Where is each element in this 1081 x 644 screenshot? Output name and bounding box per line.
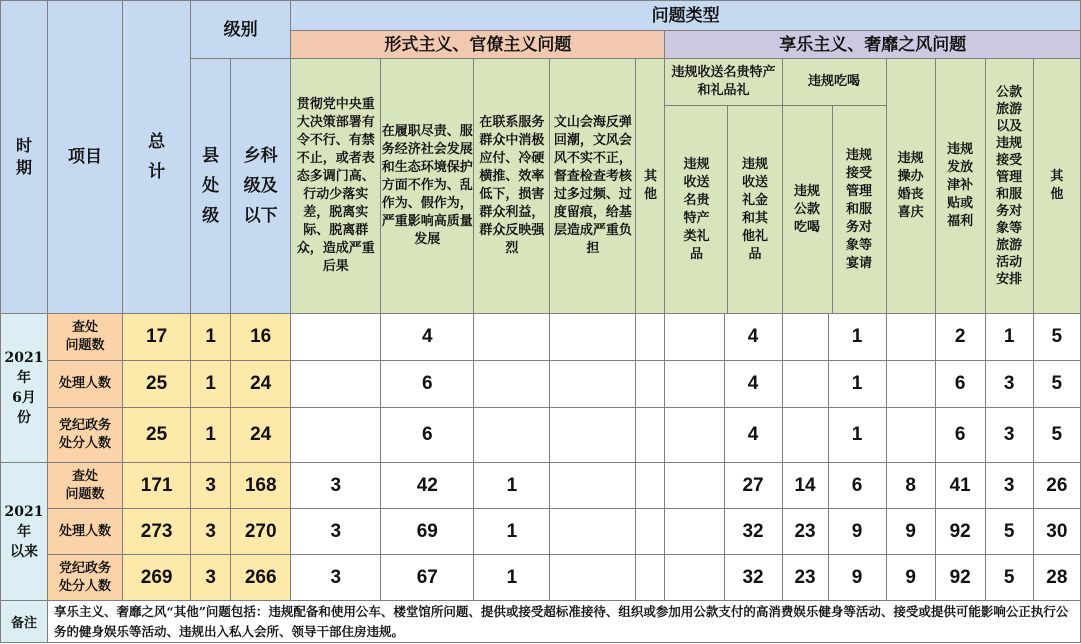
cell-h8: 30 bbox=[1033, 509, 1080, 555]
cell-f1: 3 bbox=[291, 509, 381, 555]
cell-h3: 14 bbox=[782, 463, 828, 509]
cell-h5: 8 bbox=[886, 463, 935, 509]
cell-h6: 6 bbox=[935, 408, 985, 463]
row-item: 处理人数 bbox=[48, 361, 123, 408]
cell-f2: 67 bbox=[381, 555, 474, 601]
cell-f3: 1 bbox=[474, 463, 550, 509]
header-item: 项目 bbox=[48, 1, 123, 314]
table-row bbox=[1, 555, 1081, 601]
remark-label: 备注 bbox=[1, 601, 48, 643]
cell-f4 bbox=[550, 509, 636, 555]
header-total: 总 计 bbox=[123, 1, 191, 314]
header-hedonism-2: 违规 收送 礼金 和其 他礼 品 bbox=[741, 156, 768, 262]
header-formalism-4: 文山会海反弹回潮，文风会风不实不正，督查检查考核过多过频、过度留痕，给基层造成严重负担 bbox=[550, 59, 636, 314]
cell-f1: 3 bbox=[291, 555, 381, 601]
table-row bbox=[1, 463, 1081, 509]
cell-h1 bbox=[665, 463, 724, 509]
cell-f2: 6 bbox=[381, 408, 474, 463]
table-row bbox=[1, 314, 1081, 361]
cell-county: 1 bbox=[191, 314, 231, 361]
cell-h7: 1 bbox=[985, 314, 1033, 361]
header-gift-group bbox=[665, 59, 782, 314]
row-item: 查处 问题数 bbox=[48, 314, 123, 361]
cell-f3 bbox=[474, 408, 550, 463]
header-formalism-2: 在履职尽责、服务经济社会发展和生态环境保护方面不作为、乱作为、假作为，严重影响高质量发展 bbox=[381, 59, 474, 314]
cell-h1 bbox=[665, 555, 724, 601]
cell-h8: 28 bbox=[1033, 555, 1080, 601]
cell-f5 bbox=[636, 314, 665, 361]
cell-h4: 1 bbox=[828, 361, 886, 408]
cell-county: 3 bbox=[191, 555, 231, 601]
cell-f1: 3 bbox=[291, 463, 381, 509]
cell-h6: 92 bbox=[935, 555, 985, 601]
cell-f1 bbox=[291, 408, 381, 463]
cell-h3 bbox=[782, 408, 828, 463]
cell-county: 1 bbox=[191, 361, 231, 408]
cell-f4 bbox=[550, 408, 636, 463]
cell-h1 bbox=[665, 509, 724, 555]
cell-h6: 41 bbox=[935, 463, 985, 509]
cell-f4 bbox=[550, 555, 636, 601]
cell-county: 1 bbox=[191, 408, 231, 463]
table-row bbox=[1, 361, 1081, 408]
cell-h8: 5 bbox=[1033, 361, 1080, 408]
cell-town: 270 bbox=[231, 509, 291, 555]
header-hedonism-7: 公款 旅游 以及 违规 接受 管理 和服 务对 象等 旅游 活动 安排 bbox=[985, 59, 1033, 314]
period-label: 2021 年 以来 bbox=[1, 463, 48, 601]
cell-h3 bbox=[782, 361, 828, 408]
cell-town: 168 bbox=[231, 463, 291, 509]
row-item: 党纪政务 处分人数 bbox=[48, 408, 123, 463]
cell-h2: 32 bbox=[724, 555, 782, 601]
cell-f3 bbox=[474, 361, 550, 408]
header-problem-type: 问题类型 bbox=[291, 1, 1081, 31]
cell-total: 25 bbox=[123, 361, 191, 408]
header-hedonism-6: 违规 发放 津补 贴或 福利 bbox=[935, 59, 985, 314]
cell-f2: 42 bbox=[381, 463, 474, 509]
cell-h1 bbox=[665, 408, 724, 463]
cell-h5: 9 bbox=[886, 555, 935, 601]
cell-f5 bbox=[636, 463, 665, 509]
cell-total: 273 bbox=[123, 509, 191, 555]
header-hedonism-1: 违规 收送 名贵 特产 类礼 品 bbox=[665, 106, 728, 313]
cell-h1 bbox=[665, 314, 724, 361]
cell-h4: 1 bbox=[828, 408, 886, 463]
table-row bbox=[1, 408, 1081, 463]
cell-h4: 6 bbox=[828, 463, 886, 509]
cell-h6: 2 bbox=[935, 314, 985, 361]
cell-h7: 5 bbox=[985, 555, 1033, 601]
cell-county: 3 bbox=[191, 509, 231, 555]
header-hedonism-group: 享乐主义、奢靡之风问题 bbox=[665, 31, 1081, 59]
cell-f3: 1 bbox=[474, 509, 550, 555]
cell-h5: 9 bbox=[886, 509, 935, 555]
cell-f2: 6 bbox=[381, 361, 474, 408]
cell-town: 24 bbox=[231, 408, 291, 463]
cell-f4 bbox=[550, 463, 636, 509]
cell-h7: 5 bbox=[985, 509, 1033, 555]
row-item: 查处 问题数 bbox=[48, 463, 123, 509]
cell-total: 269 bbox=[123, 555, 191, 601]
cell-h7: 3 bbox=[985, 408, 1033, 463]
header-period: 时 期 bbox=[1, 1, 48, 314]
cell-f3: 1 bbox=[474, 555, 550, 601]
cell-f1 bbox=[291, 361, 381, 408]
header-formalism-3: 在联系服务群众中消极应付、冷硬横推、效率低下，损害群众利益，群众反映强烈 bbox=[474, 59, 550, 314]
cell-total: 171 bbox=[123, 463, 191, 509]
cell-f4 bbox=[550, 314, 636, 361]
cell-h3: 23 bbox=[782, 555, 828, 601]
cell-h4: 1 bbox=[828, 314, 886, 361]
cell-h6: 6 bbox=[935, 361, 985, 408]
cell-total: 17 bbox=[123, 314, 191, 361]
cell-town: 24 bbox=[231, 361, 291, 408]
table-row bbox=[1, 509, 1081, 555]
cell-h3: 23 bbox=[782, 509, 828, 555]
cell-f5 bbox=[636, 408, 665, 463]
cell-h2: 32 bbox=[724, 509, 782, 555]
header-formalism-other: 其 他 bbox=[636, 59, 665, 314]
row-item: 党纪政务 处分人数 bbox=[48, 555, 123, 601]
header-dining-subgroup: 违规吃喝 bbox=[783, 59, 886, 106]
cell-h8: 26 bbox=[1033, 463, 1080, 509]
cell-h2: 27 bbox=[724, 463, 782, 509]
header-county-level: 县 处 级 bbox=[191, 59, 231, 314]
header-hedonism-5: 违规 操办 婚丧 喜庆 bbox=[886, 59, 935, 314]
cell-f2: 4 bbox=[381, 314, 474, 361]
cell-h3 bbox=[782, 314, 828, 361]
cell-h5 bbox=[886, 314, 935, 361]
cell-h1 bbox=[665, 361, 724, 408]
cell-h7: 3 bbox=[985, 361, 1033, 408]
header-formalism-group: 形式主义、官僚主义问题 bbox=[291, 31, 665, 59]
cell-h5 bbox=[886, 361, 935, 408]
cell-f1 bbox=[291, 314, 381, 361]
header-hedonism-other: 其 他 bbox=[1033, 59, 1080, 314]
header-dining-group bbox=[782, 59, 886, 314]
cell-h6: 92 bbox=[935, 509, 985, 555]
cell-town: 266 bbox=[231, 555, 291, 601]
cell-f4 bbox=[550, 361, 636, 408]
cell-f5 bbox=[636, 509, 665, 555]
cell-h5 bbox=[886, 408, 935, 463]
cell-f3 bbox=[474, 314, 550, 361]
cell-h2: 4 bbox=[724, 314, 782, 361]
cell-h2: 4 bbox=[724, 361, 782, 408]
cell-h4: 9 bbox=[828, 509, 886, 555]
header-gift-subgroup: 违规收送名贵特产和礼品礼 bbox=[665, 59, 781, 106]
cell-county: 3 bbox=[191, 463, 231, 509]
cell-h4: 9 bbox=[828, 555, 886, 601]
cell-town: 16 bbox=[231, 314, 291, 361]
cell-total: 25 bbox=[123, 408, 191, 463]
cell-h7: 3 bbox=[985, 463, 1033, 509]
header-formalism-1: 贯彻党中央重大决策部署有令不行、有禁不止，或者表态多调门高、行动少落实差，脱离实际、脱离群众，造成严重后果 bbox=[291, 59, 381, 314]
remark-text: 享乐主义、奢靡之风“其他”问题包括：违规配备和使用公车、楼堂馆所问题、提供或接受超标准接待、组织或参加用公款支付的高消费娱乐健身等活动、接受或提供可能影响公正执行公务的健身娱乐等活动、违规出入私人会所、领导干部住房违规。 bbox=[48, 601, 1081, 643]
cell-h2: 4 bbox=[724, 408, 782, 463]
header-level: 级别 bbox=[191, 1, 291, 59]
cell-f5 bbox=[636, 555, 665, 601]
cell-h8: 5 bbox=[1033, 408, 1080, 463]
cell-h8: 5 bbox=[1033, 314, 1080, 361]
period-label: 2021 年 6月 份 bbox=[1, 314, 48, 463]
cell-f2: 69 bbox=[381, 509, 474, 555]
header-town-level: 乡科 级及 以下 bbox=[231, 59, 291, 314]
header-hedonism-3: 违规 公款 吃喝 bbox=[783, 106, 833, 313]
row-item: 处理人数 bbox=[48, 509, 123, 555]
header-hedonism-4: 违规 接受 管理 和服 务对 象等 宴请 bbox=[846, 147, 873, 271]
cell-f5 bbox=[636, 361, 665, 408]
